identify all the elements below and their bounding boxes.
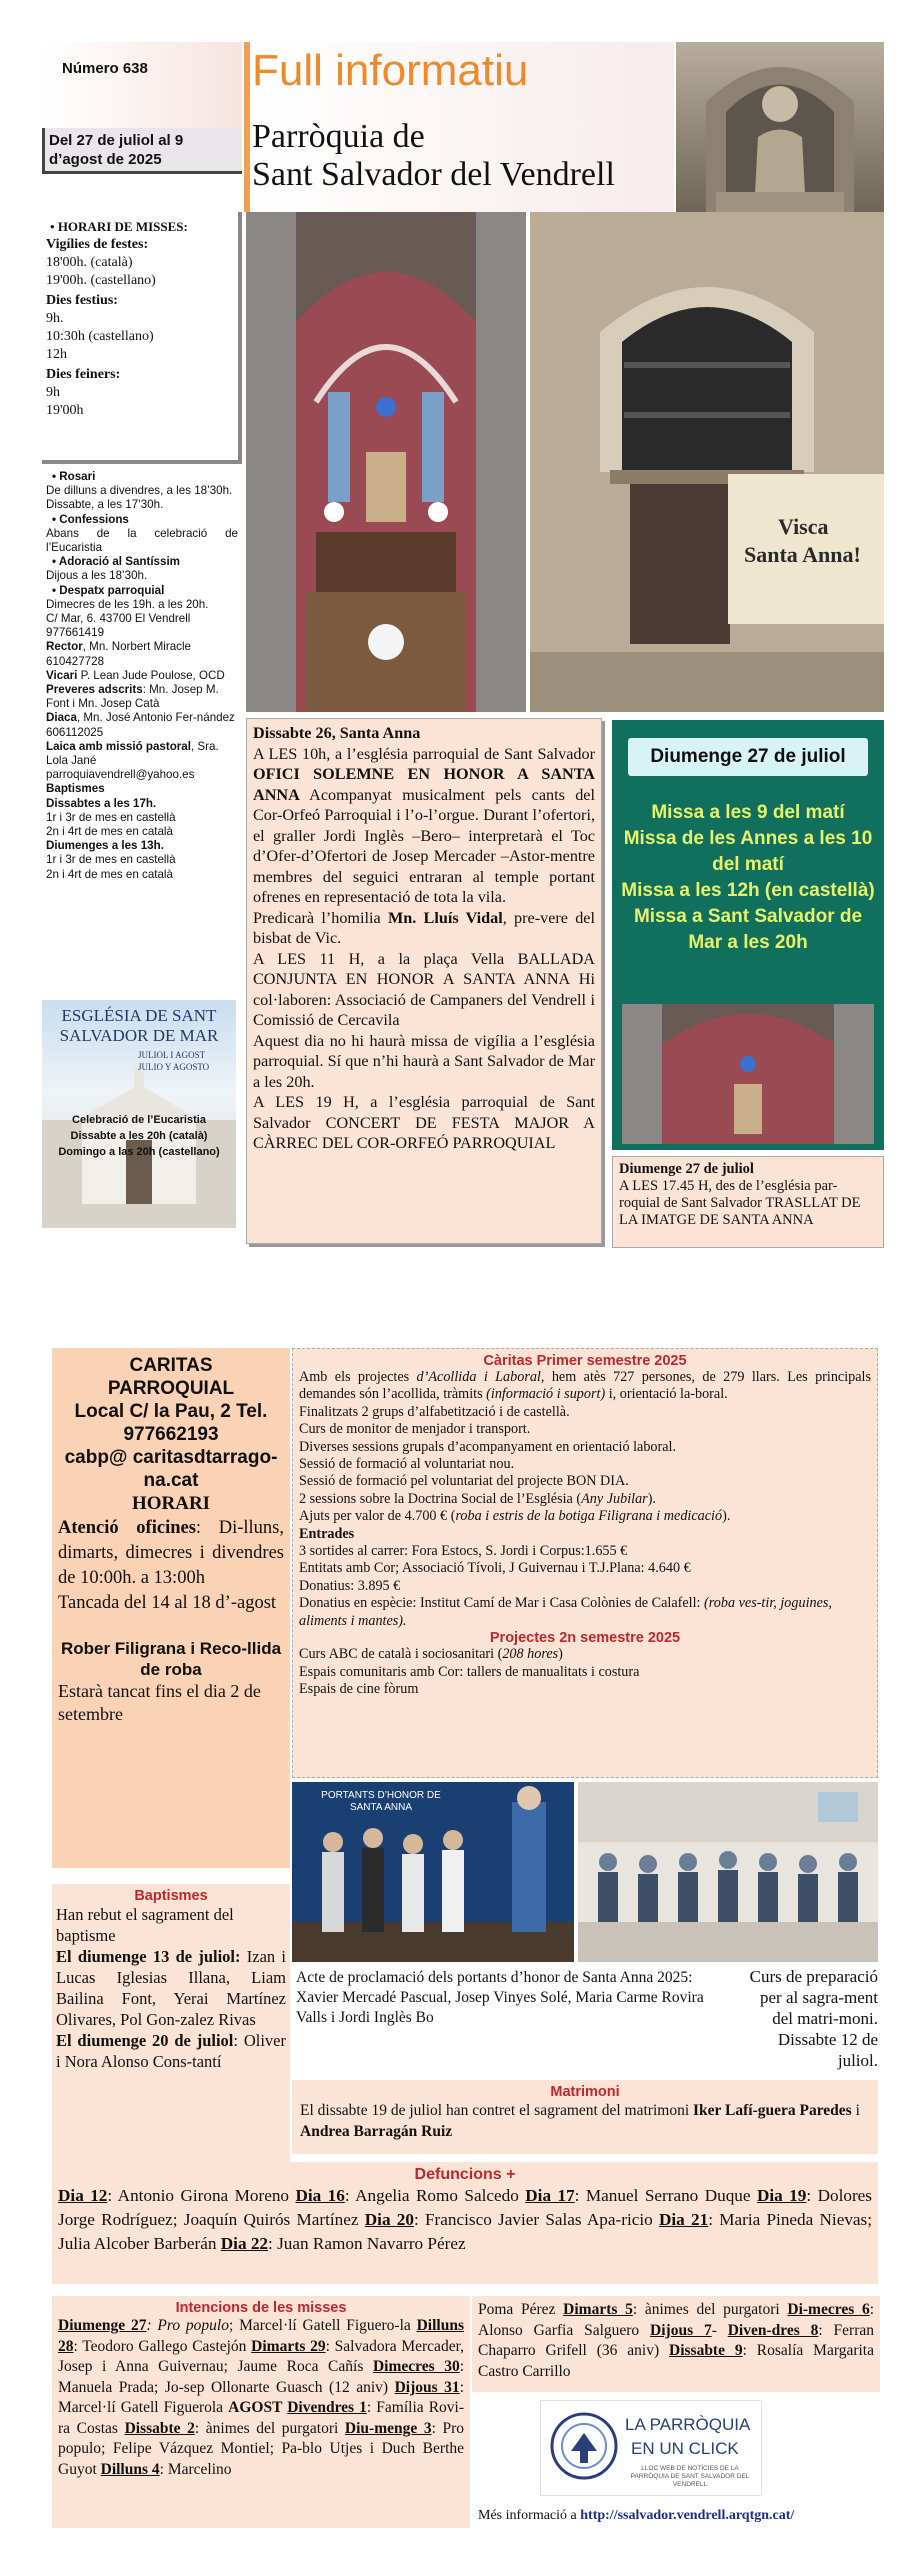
page-subtitle-1: Parròquia de (252, 118, 425, 155)
trasllat-box: Diumenge 27 de juliol A LES 17.45 H, des de l’església par-roquial de Sant Salvador TRASLLAT DE LA IMATGE DE SANTA ANNA (612, 1156, 884, 1248)
sss-heading-1: ESGLÉSIA DE SANT (61, 1006, 217, 1025)
statue-photo (676, 42, 884, 212)
curs-photo (578, 1782, 878, 1962)
portants-photo (292, 1782, 574, 1962)
intencions-continued-box: Poma Pérez Dimarts 5: ànimes del purgatori Di-mecres 6: Alonso Garfia Salguero Dijous 7- Diven-dres 8: Ferran Chaparro Grifell (36 aniv) Dissabte 9: Rosalía Margarita Castro Carrillo (472, 2296, 880, 2392)
parroquia-click-logo[interactable]: LA PARRÒQUIA EN UN CLICK LLOC WEB DE NOTÍCIES DE LA PARRÒQUIA DE SANT SALVADOR DEL VENDRELL (540, 2400, 762, 2496)
portants-banner: PORTANTS D’HONOR DE SANTA ANNA (321, 1790, 441, 1813)
sss-heading-2: SALVADOR DE MAR (59, 1026, 219, 1045)
altar-photo (246, 212, 526, 712)
matrimoni-box: Matrimoni El dissabte 19 de juliol han contret el sagrament del matrimoni Iker Lafí-guera Paredes i Andrea Barragán Ruiz (292, 2080, 878, 2154)
caritas-projects-box: Càritas Primer semestre 2025 Amb els projectes d’Acollida i Laboral, hem atès 727 persones, de 279 llars. Les principals demandes són l’acollida, tràmits (informació i suport) i, orientació la-boral. Finalitzats 2 grups d’alfabetització i de castellà. Curs de monitor de menjador i transport. Diverses sessions grupals d’acompanyament en orientació laboral. Sessió de formació al voluntariat nou. Sessió de formació pel voluntariat del projecte BON DIA. 2 sessions sobre la Doctrina Social de l’Església (Any Jubilar). Ajuts per valor de 4.700 € (roba i estris de la botiga Filigrana i medicació). Entrades 3 sortides al carrer: Fora Estocs, S. Jordi i Corpus:1.655 € Entitats amb Cor; Associació Tívoli, J Guivernau i T.J.Plana: 4.640 € Donatius: 3.895 € Donatius en espècie: Institut Camí de Mar i Casa Colònies de Calafell: (roba ves-tir, joguines, aliments i mantes). Projectes 2n semestre 2025 Curs ABC de català i sociosanitari (208 hores) Espais comunitaris amb Cor: tallers de manualitats i costura Espais de cine fòrum (292, 1348, 878, 1778)
mass-schedule: • HORARI DE MISSES: Vigílies de festes: 18'00h. (català) 19'00h. (castellano) Dies festius: 9h. 10:30h (castellano) 12h Dies feiners: 9h 19'00h (42, 212, 242, 464)
page-title: Full informatiu (252, 46, 529, 95)
intencions-box: Intencions de les misses Diumenge 27: Pro populo; Marcel·lí Gatell Figuero-la Dilluns 28: Teodoro Gallego Castejón Dimarts 29: Salvadora Mercader, Josep i Anna Guivernau; Jaume Roca Cañís Dimecres 30: Manuela Prada; Jo-sep Ollonarte Guasch (12 aniv) Dijous 31: Marcel·lí Gatell Figuerola AGOST Divendres 1: Família Rovi-ra Costas Dissabte 2: ànimes del purgatori Diu-menge 3: Pro populo; Felipe Vázquez Montiel; Pa-blo Utjes i Duch Berthe Guyot Dilluns 4: Marcelino (52, 2296, 470, 2528)
banner-line-1: Visca (778, 514, 829, 539)
page-subtitle-2: Sant Salvador del Vendrell (252, 156, 615, 193)
altar-small-photo (622, 1004, 874, 1144)
defuncions-box: Defuncions + Dia 12: Antonio Girona Moreno Dia 16: Angelia Romo Salcedo Dia 17: Manuel Serrano Duque Dia 19: Dolores Jorge Rodríguez; Joaquín Quirós Martínez Dia 20: Francisco Javier Salas Apa-ricio Dia 21: Maria Pineda Nievas; Julia Alcober Barberán Dia 22: Juan Ramon Navarro Pérez (52, 2162, 878, 2284)
issue-dates: Del 27 de juliol al 9 d’agost de 2025 (42, 128, 242, 174)
issue-number: Número 638 (62, 60, 148, 77)
portants-caption: Acte de proclamació dels portants d’honor de Santa Anna 2025: Xavier Mercadé Pascual, Josep Vinyes Solé, Maria Carme Rovira Valls i Jordi Inglès Bo (296, 1969, 704, 2026)
curs-caption: Curs de preparació per al sagra-ment del matri-moni. Dissabte 12 de juliol. (749, 1967, 878, 2070)
diumenge-masses: Missa a les 9 del matí Missa de les Annes a les 10 del matí Missa a les 12h (en castellà) Missa a Sant Salvador de Mar a les 20h (621, 802, 875, 953)
bullet-icon: • (50, 219, 58, 234)
banner-line-2: Santa Anna! (744, 542, 861, 567)
caritas-email[interactable]: cabp@ caritasdtarrago- (64, 1447, 278, 1468)
more-info-line: Més informació a http://ssalvador.vendrell.arqtgn.cat/ (478, 2508, 795, 2523)
parish-website-link[interactable]: http://ssalvador.vendrell.arqtgn.cat/ (580, 2508, 795, 2523)
caritas-box: CARITAS PARROQUIAL Local C/ la Pau, 2 Tel. 977662193 cabp@ caritasdtarrago- na.cat HORARI Atenció oficines: Di-lluns, dimarts, dimecres i divendres de 10:00h. a 13:00h Tancada del 14 al 18 d’-agost Rober Filigrana i Reco-llida de roba Estarà tancat fins el dia 2 de setembre (52, 1348, 290, 1868)
baptismes-box: Baptismes Han rebut el sagrament del baptisme El diumenge 13 de juliol: Izan i Lucas Iglesias Illana, Liam Bailina Font, Yerai Martínez Olivares, Pol Gon-zalez Rivas El diumenge 20 de juliol: Oliver i Nora Alonso Cons-tantí (52, 1884, 290, 2254)
header-left-panel (42, 42, 242, 130)
diumenge-title: Diumenge 27 de juliol (628, 738, 868, 776)
parish-info: • Rosari De dilluns a divendres, a les 18’30h. Dissabte, a les 17’30h. • Confessions Abans de la celebració de l’Eucaristia • Adoració al Santíssim Dijous a les 18’30h. • Despatx parroquial Dimecres de les 19h. a les 20h. C/ Mar, 6. 43700 El Vendrell 977661419 Rector, Mn. Norbert Miracle 610427728 Vicari P. Lean Jude Poulose, OCD Preveres adscrits: Mn. Josep M. Font i Mn. Josep Catà Diaca, Mn. José Antonio Fer-nández 606112025 Laica amb missió pastoral, Sra. Lola Jané parroquiavendrell@yahoo.es Baptismes Dissabtes a les 17h. 1r i 3r de mes en castellà 2n i 4rt de mes en català Diumenges a les 13h. 1r i 3r de mes en castellà 2n i 4rt de mes en català (42, 468, 242, 998)
santa-anna-box: Dissabte 26, Santa Anna A LES 10h, a l’església parroquial de Sant Salvador OFICI SOLEMNE EN HONOR A SANTA ANNA Acompanyat musicalment pels cants del Cor-Orfeó Parroquial i l’o-l’orgue. Durant l’ofertori, el graller Jordi Inglès –Bero– interpretarà el Toc d’Ofer-d’Ofertori de Josep Mercader –Astor-mentre membres del seguici entraran al temple portant ofrenes en representació de tota la vila. Predicarà l’homilia Mn. Lluís Vidal, pre-vere del bisbat de Vic. A LES 11 H, a la plaça Vella BALLADA CONJUNTA EN HONOR A SANTA ANNA Hi col·laboren: Associació de Campaners del Vendrell i Comissió de Cercavila Aquest dia no hi haurà missa de vigília a l’església parroquial. Sí que n’hi haurà a Sant Salvador de Mar a les 20h. A LES 19 H, a l’església parroquial de Sant Salvador CONCERT DE FESTA MAJOR A CÀRREC DEL COR-ORFEÓ PARROQUIAL (246, 718, 602, 1244)
window-banner-photo (530, 212, 884, 712)
sant-salvador-mar-box: ESGLÉSIA DE SANT SALVADOR DE MAR JULIOL I AGOST JULIO Y AGOSTO Celebració de l’Eucaristia Dissabte a les 20h (català) Domingo a las 20h (castellano) (42, 1000, 236, 1228)
click-logo-icon (549, 2411, 619, 2481)
parish-email[interactable]: parroquiavendrell@yahoo.es (46, 768, 195, 782)
